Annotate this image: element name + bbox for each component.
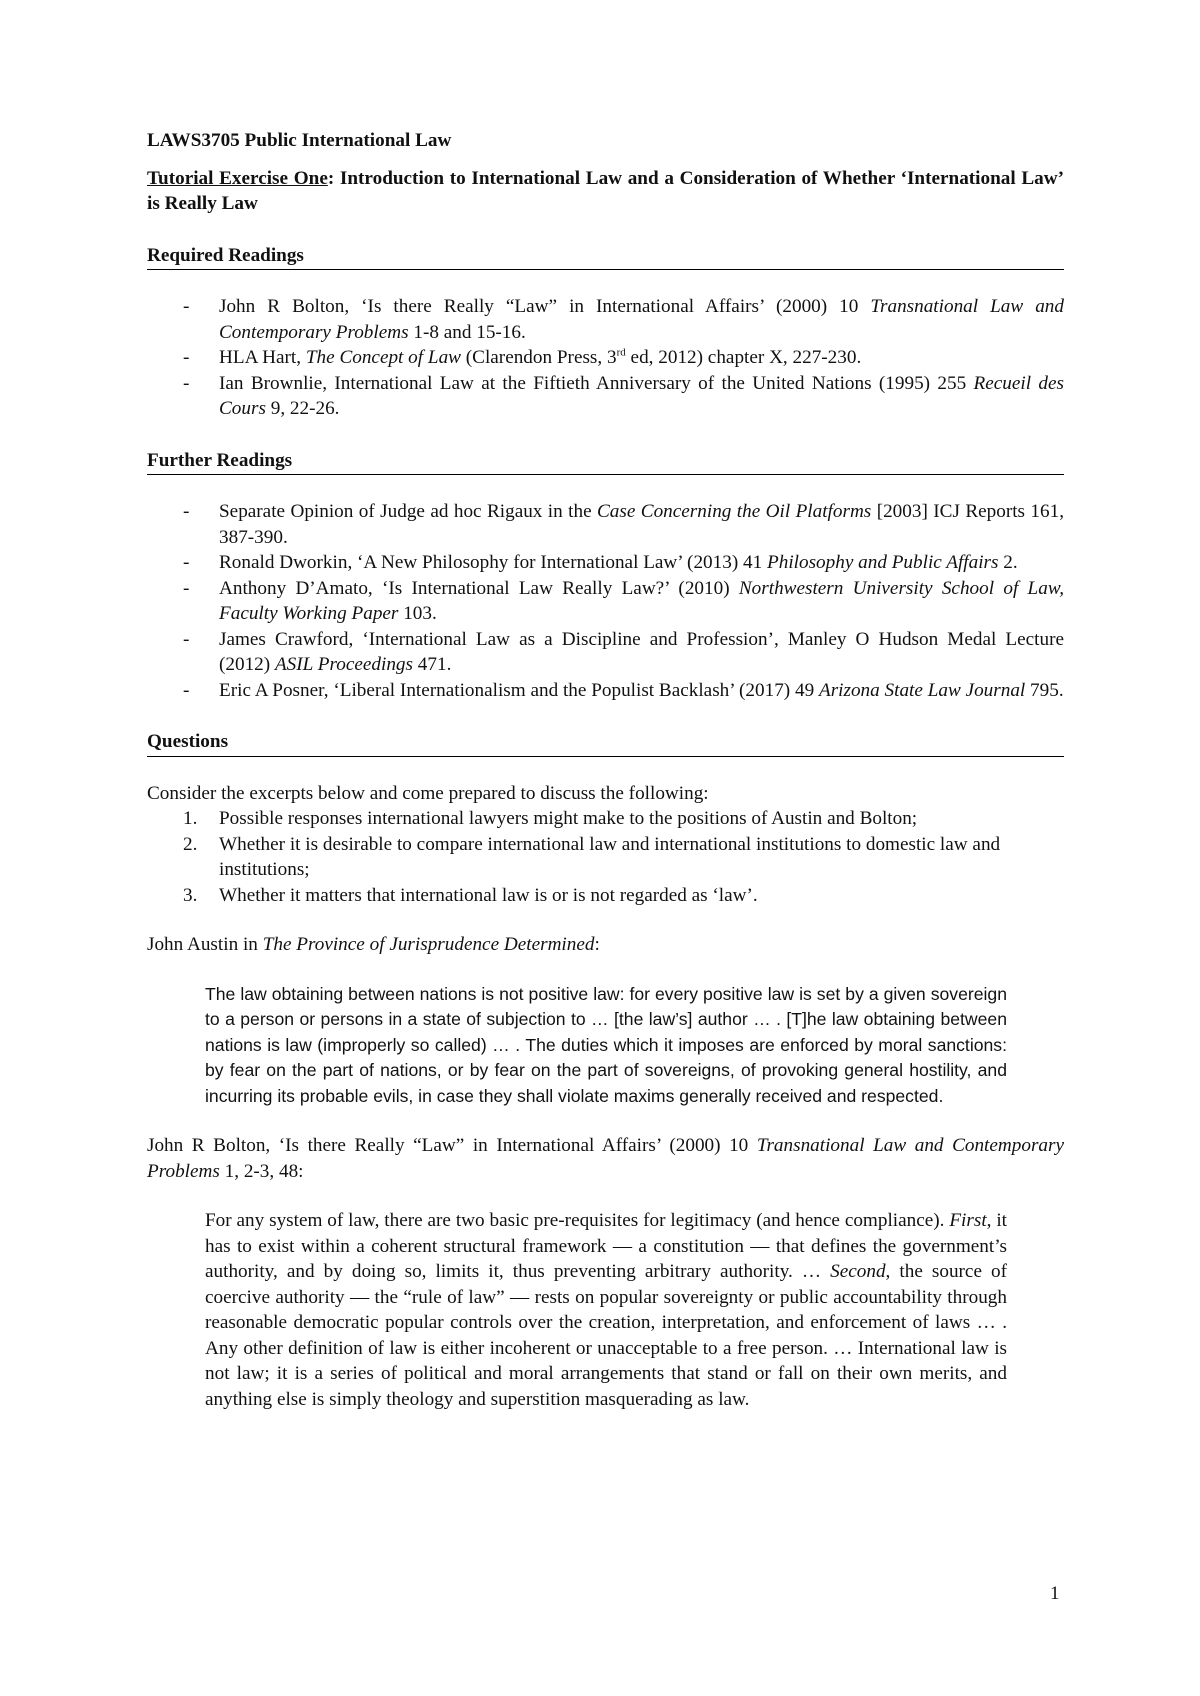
bolton-intro-text: John R Bolton, ‘Is there Really “Law” in International Affairs’ (2000) 10: [147, 1135, 757, 1156]
reading-pages: 795.: [1025, 679, 1064, 701]
austin-intro-colon: :: [594, 934, 600, 955]
question-text: Whether it is desirable to compare international law and international institutions to domestic law and institutions;: [219, 833, 1001, 880]
course-title: LAWS3705 Public International Law: [147, 130, 452, 151]
reading-pages: ed, 2012) chapter X, 227-230.: [625, 347, 862, 368]
question-item: [147, 883, 1064, 909]
edition-superscript: rd: [616, 346, 626, 359]
reading-source: Arizona State Law Journal: [818, 679, 1026, 701]
austin-intro: [147, 932, 1064, 958]
austin-quote: The law obtaining between nations is not positive law: for every positive law is set by a given sovereign to a person or persons in a state of subjection to … [the law’s] author … . [T]he law obtaining between nations is law (improperly so called) … . The duties which it imposes are enforced by moral sanctions: by fear on the part of nations, or by fear on the part of sovereigns, of provoking general hostility, and incurring its probable evils, in case they shall violate maxims generally received and respected.: [205, 983, 1007, 1106]
reading-text: HLA Hart,: [219, 347, 306, 368]
reading-source: Northwestern University School of Law, Faculty Working Paper: [219, 577, 1064, 624]
bolton-intro-pages: 1, 2-3, 48:: [219, 1160, 304, 1182]
further-readings-list: [147, 499, 1064, 703]
reading-item: [147, 499, 1064, 550]
bolton-quote: [205, 1208, 1007, 1412]
reading-item: [147, 678, 1064, 704]
reading-source: Transnational Law and Contemporary Problems: [219, 296, 1064, 343]
reading-text: John R Bolton, ‘Is there Really “Law” in International Affairs’ (2000) 10: [219, 296, 871, 317]
questions-intro: Consider the excerpts below and come prepared to discuss the following:: [147, 782, 709, 804]
reading-text: Ronald Dworkin, ‘A New Philosophy for International Law’ (2013) 41: [219, 552, 767, 573]
reading-text: Eric A Posner, ‘Liberal Internationalism and the Populist Backlash’ (2017) 49: [219, 679, 819, 701]
reading-pages: 103.: [398, 603, 437, 624]
reading-item: [147, 294, 1064, 345]
questions-heading: Questions: [147, 729, 1064, 757]
bolton-quote-emphasis: First: [949, 1210, 987, 1231]
question-number: 1.: [183, 808, 198, 829]
reading-source: Philosophy and Public Affairs: [767, 552, 999, 573]
tutorial-label: Tutorial Exercise One: [147, 167, 328, 189]
reading-pages: 471.: [412, 654, 452, 675]
reading-text: Separate Opinion of Judge ad hoc Rigaux in the: [219, 501, 597, 522]
reading-pages: 2.: [998, 552, 1018, 573]
tutorial-subtitle: : Introduction to International Law and a Consideration of Whether ‘International Law’ is Really Law: [147, 167, 1065, 214]
bolton-quote-emphasis: Second: [830, 1261, 886, 1282]
bolton-quote-part: For any system of law, there are two basic pre-requisites for legitimacy (and hence compliance).: [205, 1210, 950, 1231]
reading-text: Ian Brownlie, International Law at the Fiftieth Anniversary of the United Nations (1995) 255: [219, 372, 974, 394]
reading-source: ASIL Proceedings: [274, 654, 413, 675]
reading-source: Case Concerning the Oil Platforms: [597, 501, 872, 522]
required-readings-list: [147, 294, 1064, 422]
bolton-source-title: Transnational Law and Contemporary Problems: [147, 1135, 1064, 1182]
bolton-quote-part: , it has to exist within a coherent structural framework — a constitution — that defines the government’s authority, and by doing so, limits it, thus preventing arbitrary authority. …: [205, 1210, 1007, 1282]
reading-source: Recueil des Cours: [219, 372, 1064, 419]
reading-item: [147, 550, 1064, 576]
reading-pages: (Clarendon Press, 3: [460, 347, 617, 368]
reading-pages: [2003] ICJ Reports 161, 387-390.: [219, 501, 1065, 548]
reading-item: [147, 576, 1064, 627]
page-content: [147, 128, 1064, 1436]
reading-pages: 9, 22-26.: [265, 398, 340, 419]
reading-pages: 1-8 and 15-16.: [408, 321, 526, 343]
reading-item: [147, 345, 1064, 371]
bolton-quote-part: , the source of coercive authority — the “rule of law” — rests on popular sovereignty or public accountability through reasonable democratic popular controls over the creation, interpretation, and enforcement of laws … . Any other definition of law is either incoherent or unacceptable to a free person. … International law is not law; it is a series of political and moral arrangements that stand or fall on their own merits, and anything else is simply theology and superstition masquerading as law.: [205, 1261, 1007, 1410]
reading-text: Anthony D’Amato, ‘Is International Law Really Law?’ (2010): [219, 577, 739, 599]
reading-source: The Concept of Law: [305, 347, 461, 368]
reading-item: [147, 627, 1064, 678]
required-readings-heading: Required Readings: [147, 243, 1064, 271]
question-item: [147, 832, 1064, 883]
austin-intro-text: John Austin in: [147, 934, 263, 955]
question-number: 2.: [183, 833, 198, 855]
question-text: Possible responses international lawyers might make to the positions of Austin and Bolton;: [219, 808, 918, 829]
question-number: 3.: [183, 884, 198, 906]
reading-item: [147, 371, 1064, 422]
further-readings-heading: Further Readings: [147, 448, 1064, 476]
bolton-intro: [147, 1133, 1064, 1184]
austin-source-title: The Province of Jurisprudence Determined: [262, 934, 595, 955]
tutorial-title: [147, 166, 1064, 217]
question-item: [147, 806, 1064, 832]
page-number: 1: [1050, 1583, 1060, 1604]
question-text: Whether it matters that international law is or is not regarded as ‘law’.: [219, 884, 758, 906]
reading-text: James Crawford, ‘International Law as a Discipline and Profession’, Manley O Hudson Medal Lecture (2012): [219, 628, 1064, 675]
questions-list: [147, 806, 1064, 908]
